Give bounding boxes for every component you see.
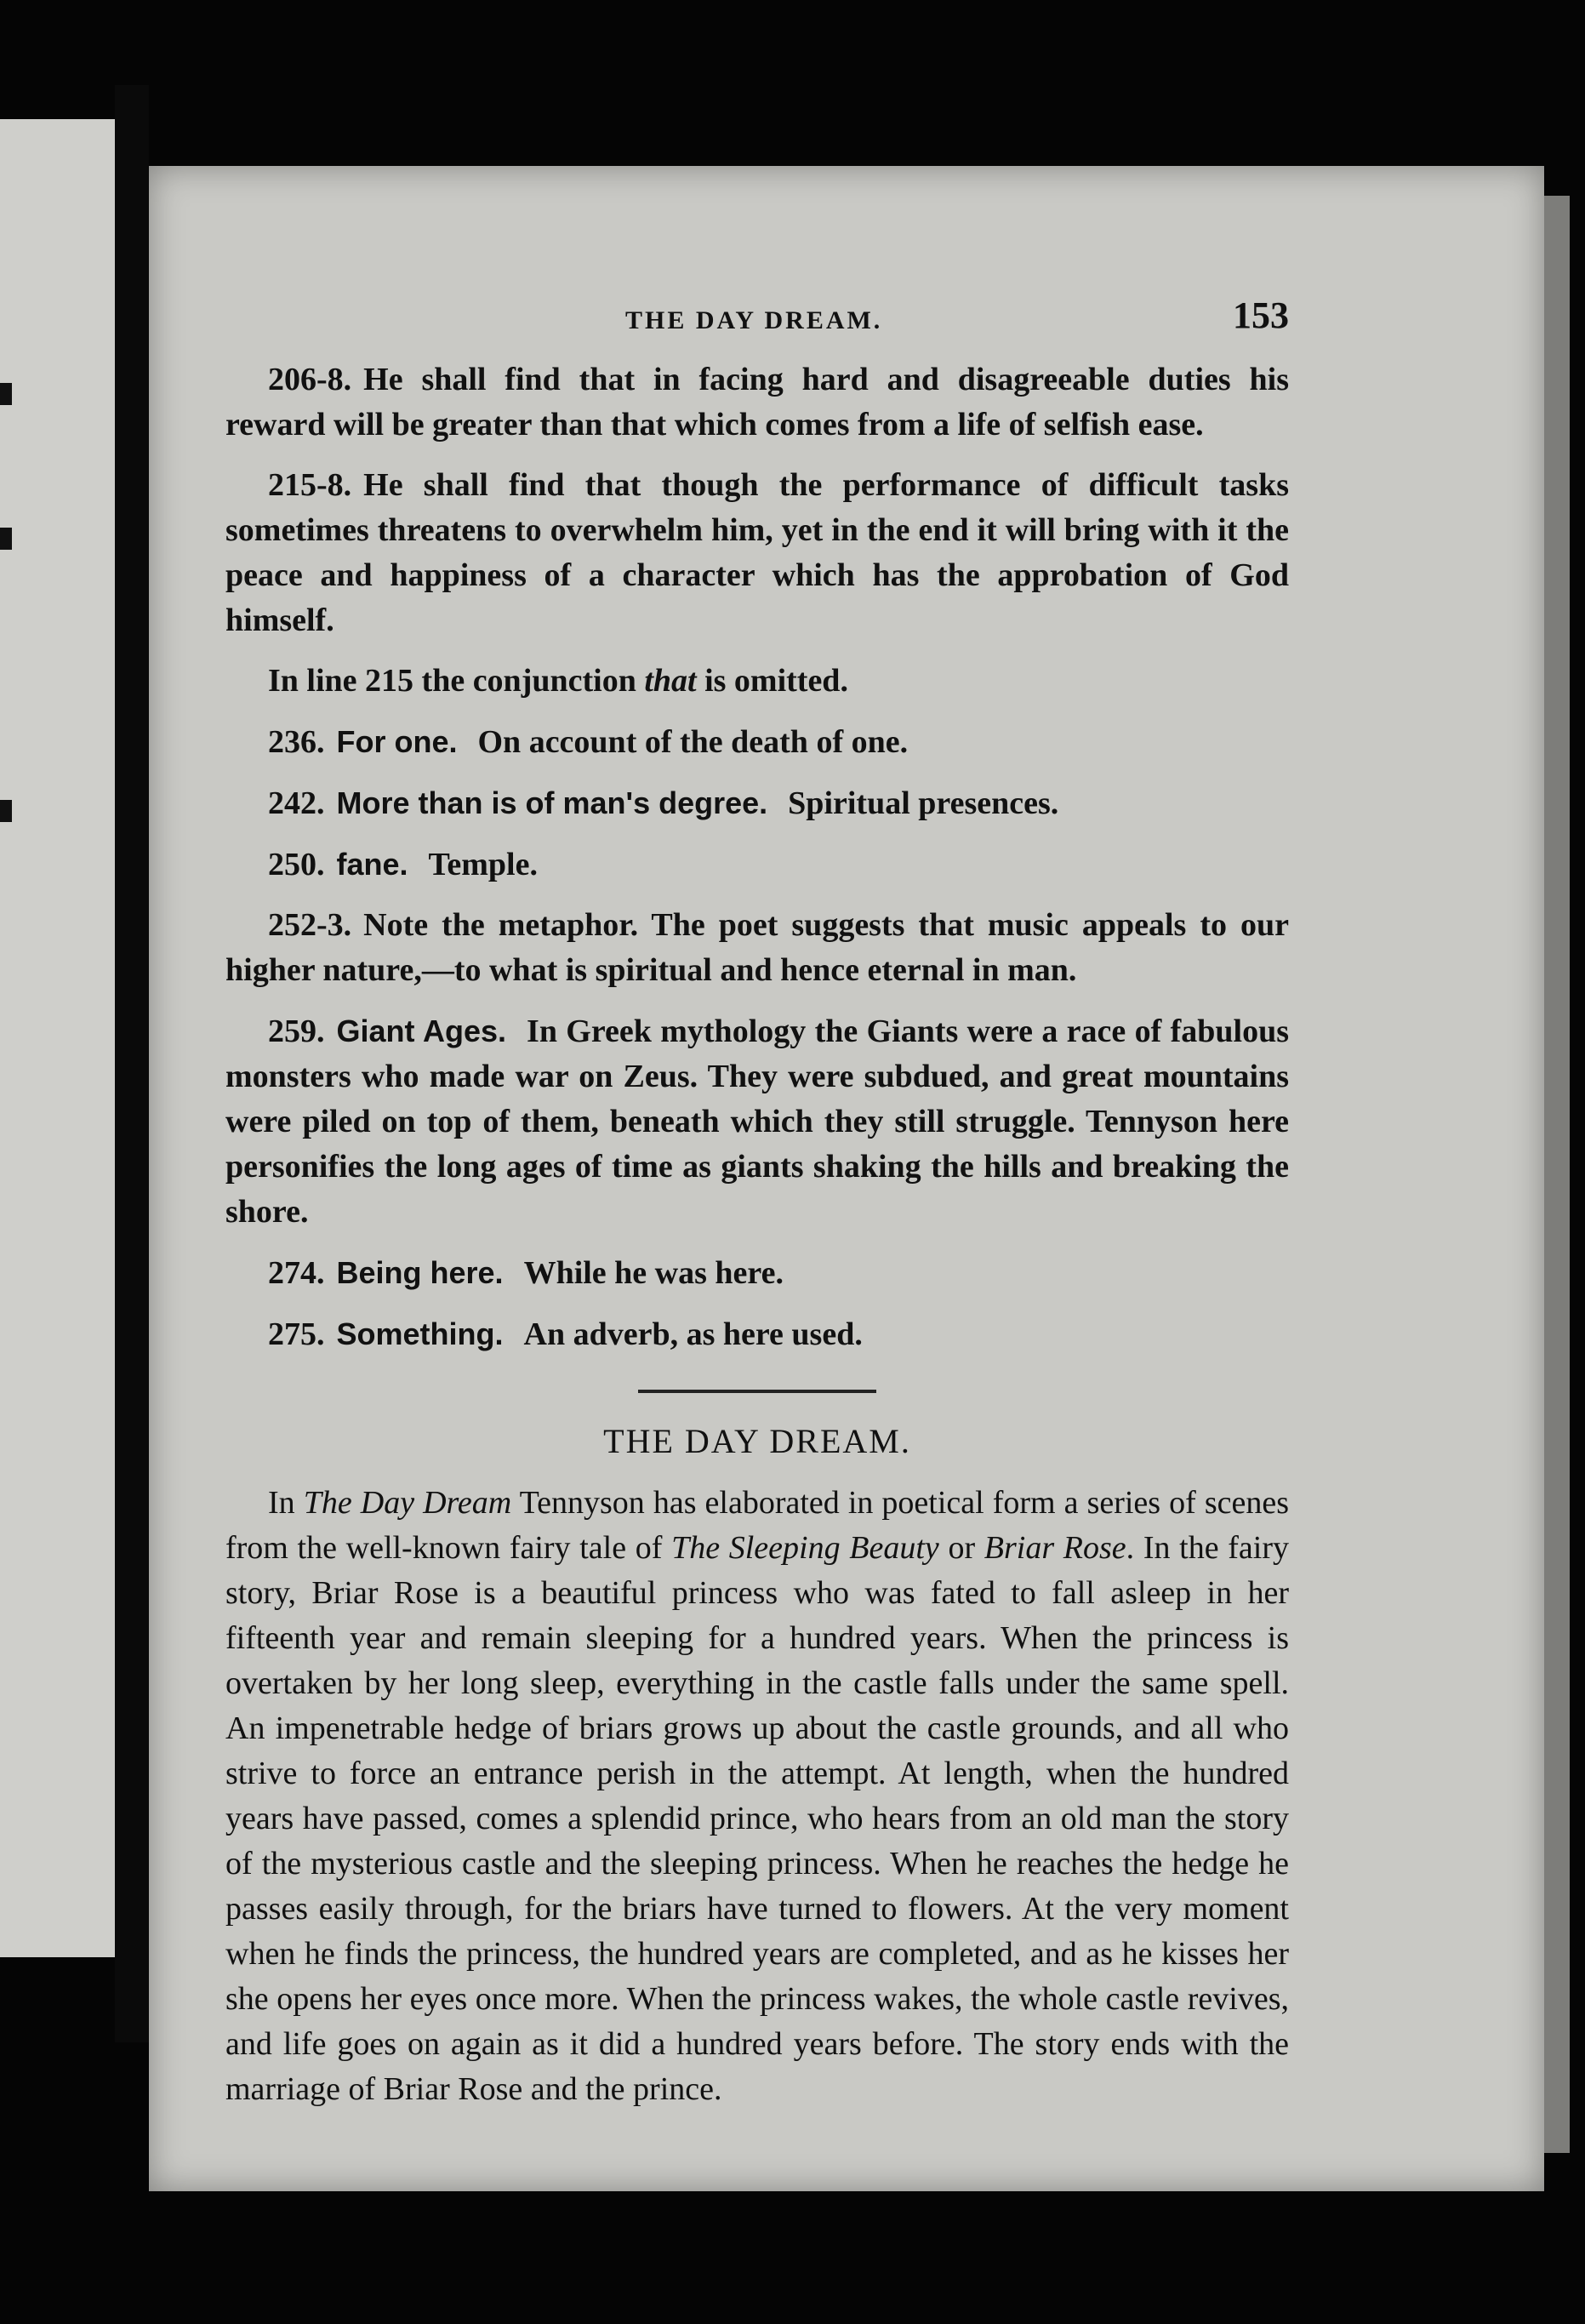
note-215-8 xyxy=(225,463,1289,643)
note-term: More than is of man's degree. xyxy=(336,785,768,820)
paragraph-text: . In the fairy story, Briar Rose is a beautiful princess who was fated to fall asleep in her fifteenth year and remain sleeping for a hundred years. When the princess is overtaken by her long sleep, everything in the castle falls under the same spell. An impenetrable hedge of briars grows up about the castle grounds, and all who strive to force an entrance perish in the attempt. At length, when the hundred years have passed, comes a splendid prince, who hears from an old man the story of the mysterious castle and the sleeping princess. When he reaches the hedge he passes easily through, for the briars have turned to flowers. At the very moment when he finds the princess, the hundred years are completed, and as he kisses her she opens her eyes once more. When the princess wakes, the whole castle revives, and life goes on again as it did a hundred years before. The story ends with the marriage of Briar Rose and the prince. xyxy=(225,1530,1289,2107)
note-text: He shall find that though the performance of difficult tasks sometimes threatens to overwhelm him, yet in the end it will bring with it the peace and happiness of a character which has the approbation of God himself. xyxy=(225,467,1289,638)
note-275 xyxy=(225,1311,1289,1357)
note-number: 252-3. xyxy=(268,907,352,943)
note-206-8 xyxy=(225,357,1289,448)
work-title: The Day Dream xyxy=(303,1485,512,1521)
note-number: 206-8. xyxy=(268,362,352,397)
note-text: In Greek mythology the Giants were a race of fabulous monsters who made war on Zeus. They were subdued, and great mountains were piled on top of them, beneath which they still struggle. Tennyson here personifies the long ages of time as giants shaking the hills and breaking the shore. xyxy=(225,1014,1289,1230)
note-text: He shall find that in facing hard and disagreeable duties his reward will be greater than that which comes from a life of selfish ease. xyxy=(225,362,1289,443)
note-252-3 xyxy=(225,903,1289,993)
note-text: Spiritual presences. xyxy=(788,785,1059,821)
note-term: Giant Ages. xyxy=(336,1014,507,1048)
section-paragraph xyxy=(225,1481,1289,2112)
paragraph-text: or xyxy=(938,1530,984,1566)
note-236 xyxy=(225,719,1289,765)
text-fragment xyxy=(0,800,12,822)
note-number: 259. xyxy=(268,1014,325,1049)
note-term: For one. xyxy=(336,724,458,759)
paragraph-text: Tennyson has elaborated in poetical form a series of scenes from the well-known fairy tale of xyxy=(225,1485,1290,1566)
note-text: Temple. xyxy=(428,847,538,882)
note-text: Note the metaphor. The poet suggests that music appeals to our higher nature,—to what is spiritual and hence eternal in man. xyxy=(225,907,1289,988)
book-gutter xyxy=(115,85,149,2042)
work-title: Briar Rose xyxy=(983,1530,1126,1566)
running-head xyxy=(225,294,1289,357)
note-259 xyxy=(225,1008,1289,1235)
note-number: 242. xyxy=(268,785,325,821)
page-number: 153 xyxy=(1233,294,1289,336)
note-number: 236. xyxy=(268,724,325,760)
text-fragment xyxy=(0,528,12,550)
running-title: THE DAY DREAM. xyxy=(625,306,883,334)
section-divider xyxy=(638,1390,876,1393)
note-number: 250. xyxy=(268,847,325,882)
note-number: 215-8. xyxy=(268,467,352,503)
work-title: The Sleeping Beauty xyxy=(671,1530,939,1566)
note-term: fane. xyxy=(336,847,408,882)
note-number: 275. xyxy=(268,1316,325,1352)
note-274 xyxy=(225,1250,1289,1296)
note-text: An adverb, as here used. xyxy=(523,1316,863,1352)
text-fragment xyxy=(0,383,12,405)
section-title: THE DAY DREAM. xyxy=(603,1422,911,1460)
note-text: is omitted. xyxy=(696,663,848,699)
page-content xyxy=(225,294,1290,2127)
note-conjunction xyxy=(225,659,1289,704)
note-242 xyxy=(225,780,1289,826)
facing-page-edge xyxy=(0,119,115,1957)
note-term: Being here. xyxy=(336,1255,504,1290)
note-italic-word: that xyxy=(644,663,697,699)
note-number: 274. xyxy=(268,1255,325,1291)
paragraph-text: In xyxy=(268,1485,304,1521)
note-text: In line 215 the conjunction xyxy=(268,663,645,699)
note-250 xyxy=(225,842,1289,888)
note-term: Something. xyxy=(336,1316,504,1351)
page-edge xyxy=(1544,196,1570,2153)
note-text: On account of the death of one. xyxy=(477,724,909,760)
note-text: While he was here. xyxy=(523,1255,784,1291)
